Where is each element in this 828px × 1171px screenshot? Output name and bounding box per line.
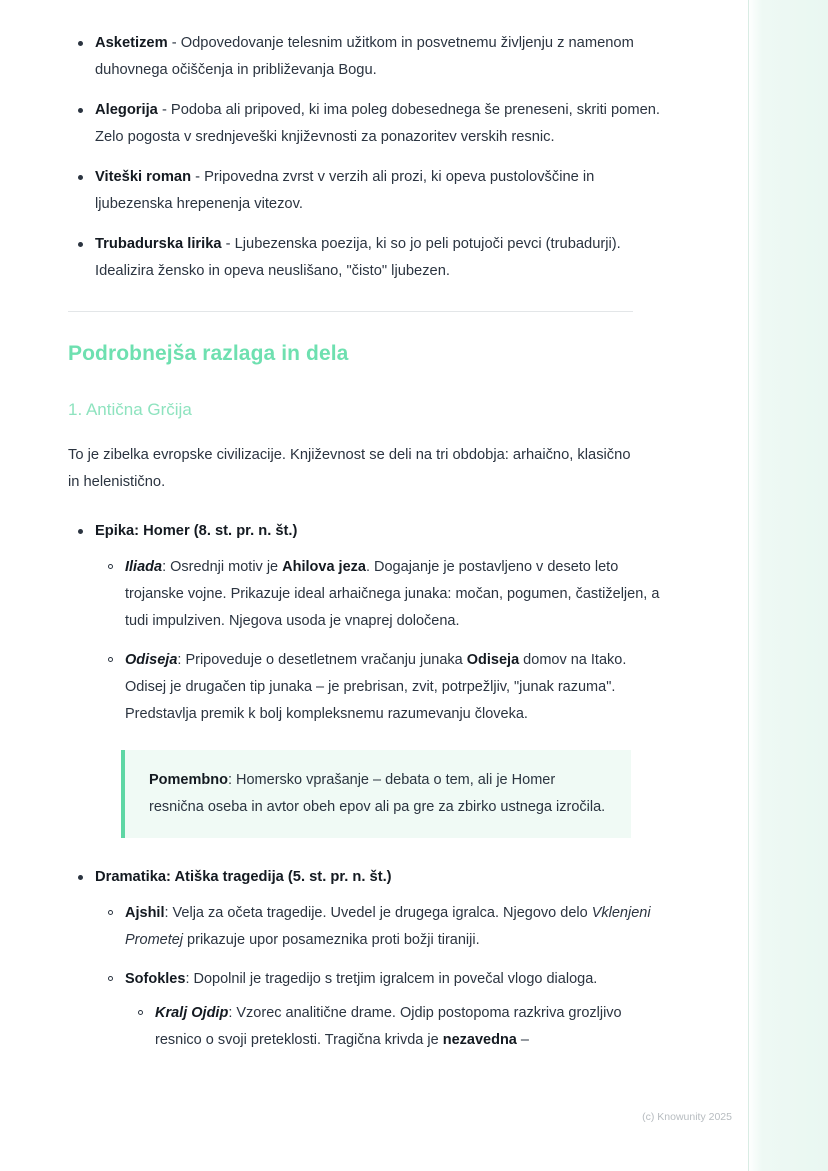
epika-heading: Epika: Homer (8. st. pr. n. št.) [95,523,298,539]
important-callout [121,750,631,838]
sofokles-works-list [125,1000,668,1054]
list-item [90,231,668,285]
work-text-after: – [516,1032,529,1048]
author-text-before: : Velja za očeta tragedije. Uvedel je drugega igralca. Njegovo delo [164,905,592,921]
document-content [68,30,668,1054]
epika-works-list [95,554,668,728]
author-name: Ajshil [125,905,165,921]
glossary-definition: Ljubezenska poezija, ki so jo peli potujoči pevci (trubadurji). Idealizira žensko in opeva neuslišano, "čisto" ljubezen. [95,236,621,279]
dramatika-authors-list [95,900,668,1054]
author-name: Sofokles [125,971,186,987]
work-emphasis: nezavedna [442,1032,517,1048]
list-item [90,97,668,151]
glossary-definition: Pripovedna zvrst v verzih ali prozi, ki opeva pustolovščine in ljubezenska hrepenenja vitezov. [95,169,595,212]
glossary-definition: Podoba ali pripoved, ki ima poleg dobesednega še preneseni, skriti pomen. Zelo pogosta v srednjeveški književnosti za ponazoritev verskih resnic. [95,102,660,145]
glossary-term: Asketizem [95,35,168,51]
list-item [151,1000,668,1054]
glossary-definition: Odpovedovanje telesnim užitkom in posvetnemu življenju z namenom duhovnega očiščenja in približevanja Bogu. [95,35,634,78]
copyright-credit: (c) Knowunity 2025 [642,1111,732,1123]
work-text-after: domov na Itako. Odisej je drugačen tip junaka – je prebrisan, zvit, potrpežljiv, "junak razuma". Predstavlja premik k bolj kompleksnemu razumevanju človeka. [125,652,627,722]
list-item [90,864,668,1054]
callout-text [149,767,609,821]
author-text-before: : Dopolnil je tragedijo s tretjim igralcem in povečal vlogo dialoga. [185,971,598,987]
work-title: Odiseja [125,652,178,668]
list-item [90,164,668,218]
work-title: Iliada [125,559,163,575]
list-item [90,518,668,838]
glossary-dash: - [191,169,205,185]
section-heading: Podrobnejša razlaga in dela [68,342,349,365]
author-text-after: prikazuje upor posameznika proti božji tiraniji. [183,932,480,948]
glossary-dash: - [157,102,171,118]
glossary-dash: - [167,35,181,51]
intro-paragraph: To je zibelka evropske civilizacije. Književnost se deli na tri obdobja: arhaično, klasično in helenistično. [68,447,631,490]
list-item [90,30,668,84]
callout-label: Pomembno [149,772,228,788]
callout-body: : Homersko vprašanje – debata o tem, ali je Homer resnična oseba in avtor obeh epov ali pa gre za zbirko ustnega izročila. [149,772,606,815]
work-text-after: . Dogajanje je postavljeno v deseto leto trojanske vojne. Prikazuje ideal arhaičnega junaka: močan, pogumen, častiželjen, a tudi impulziven. Njegova usoda je vnaprej določena. [125,559,660,629]
glossary-dash: - [221,236,235,252]
list-item [121,966,668,1054]
list-item [121,554,668,635]
epika-list [68,518,668,1054]
list-item [121,647,668,728]
glossary-term: Trubadurska lirika [95,236,222,252]
work-text-before: : Osrednji motiv je [162,559,283,575]
dramatika-heading: Dramatika: Atiška tragedija (5. st. pr. n. št.) [95,869,392,885]
glossary-term: Alegorija [95,102,158,118]
subsection-heading: 1. Antična Grčija [68,400,192,419]
glossary-list [68,30,668,285]
work-text-before: : Vzorec analitične drame. Ojdip postopoma razkriva grozljivo resnico o svoji preteklosti. Tragična krivda je [155,1005,622,1048]
work-emphasis: Odiseja [466,652,520,668]
section-divider [68,311,633,312]
page-right-gradient-band [748,0,828,1171]
page-right-divider-line [748,0,749,1171]
work-text-before: : Pripoveduje o desetletnem vračanju junaka [177,652,467,668]
list-item [121,900,668,954]
author-work-title: Vklenjeni Prometej [125,905,651,948]
glossary-term: Viteški roman [95,169,192,185]
work-emphasis: Ahilova jeza [282,559,366,575]
work-title: Kralj Ojdip [155,1005,229,1021]
